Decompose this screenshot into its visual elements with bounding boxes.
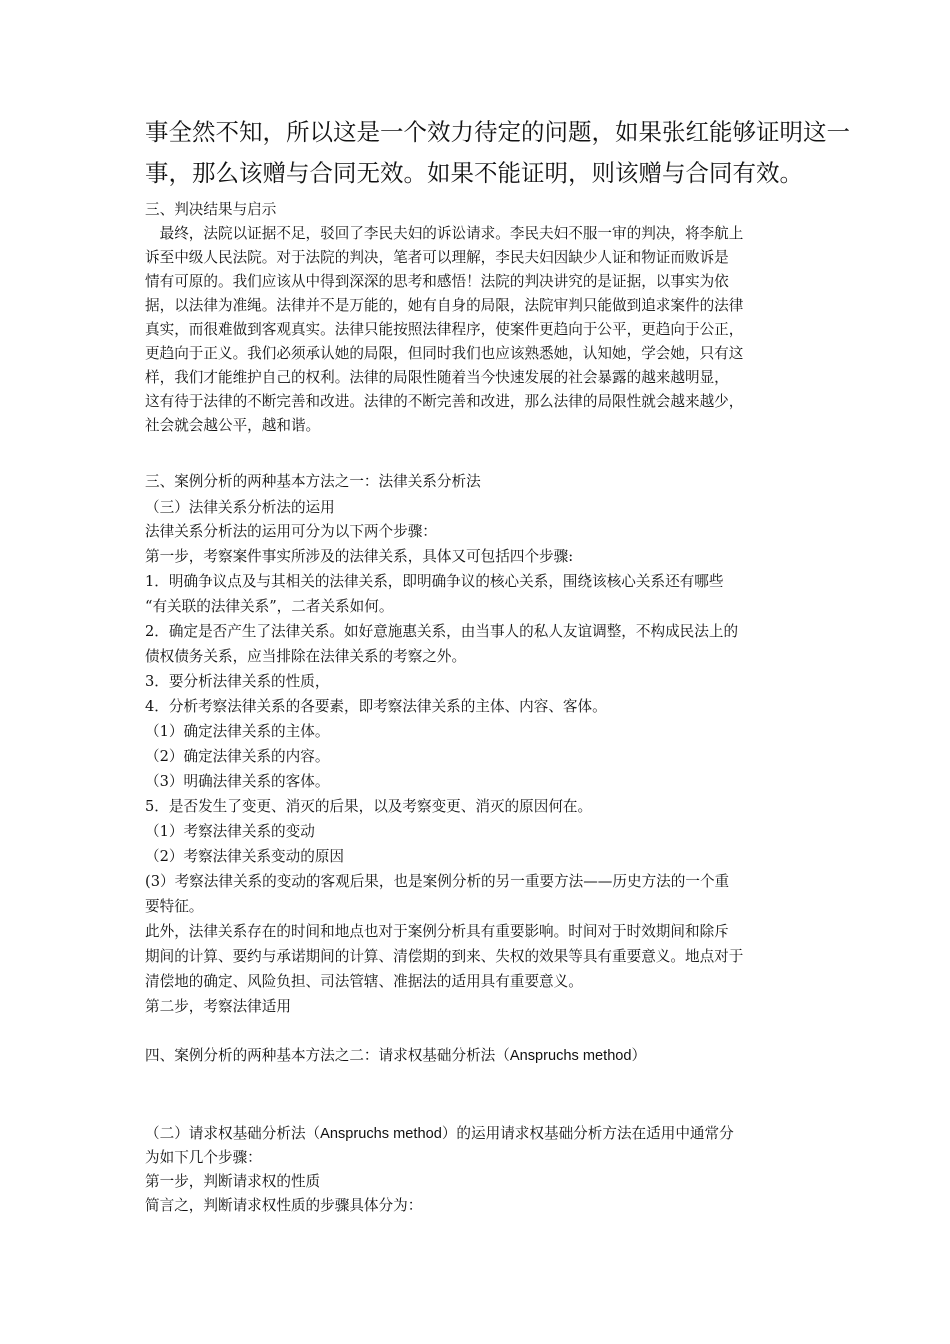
- lead-paragraph-line-2: 事，那么该赠与合同无效。如果不能证明，则该赠与合同有效。: [145, 159, 803, 187]
- method1-line: 4．分析考察法律关系的各要素，即考察法律关系的主体、内容、客体。: [145, 698, 607, 715]
- section3-paragraph-line: 诉至中级人民法院。对于法院的判决，笔者可以理解，李民夫妇因缺少人证和物证而败诉是: [145, 249, 729, 266]
- method1-line: 清偿地的确定、风险负担、司法管辖、准据法的适用具有重要意义。: [145, 973, 583, 990]
- method1-line: 3．要分析法律关系的性质，: [145, 673, 330, 690]
- section3-paragraph-line: 这有待于法律的不断完善和改进。法律的不断完善和改进，那么法律的局限性就会越来越少，: [145, 393, 744, 410]
- method1-line: 第一步，考察案件事实所涉及的法律关系，具体又可包括四个步骤:: [145, 548, 574, 565]
- method2-para-term: Anspruchs method: [320, 1126, 442, 1142]
- method1-line: 要特征。: [145, 898, 204, 915]
- method2-line: 为如下几个步骤：: [145, 1149, 262, 1166]
- method1-line: 法律关系分析法的运用可分为以下两个步骤：: [145, 523, 437, 540]
- method1-heading: 三、案例分析的两种基本方法之一：法律关系分析法: [145, 473, 481, 490]
- method1-subheading: （三）法律关系分析法的运用: [145, 499, 335, 516]
- lead-paragraph-line-1: 事全然不知，所以这是一个效力待定的问题，如果张红能够证明这一: [145, 118, 850, 146]
- method1-line: “有关联的法律关系”，二者关系如何。: [145, 598, 394, 615]
- method1-line: （3）明确法律关系的客体。: [145, 773, 330, 790]
- method2-heading-post: ）: [631, 1047, 647, 1064]
- section3-paragraph-line: 样，我们才能维护自己的权利。法律的局限性随着当今快速发展的社会暴露的越来越明显，: [145, 369, 729, 386]
- method1-line: (3）考察法律关系的变动的客观后果，也是案例分析的另一重要方法——历史方法的一个重: [145, 873, 730, 890]
- section3-heading: 三、判决结果与启示: [145, 201, 277, 218]
- method1-line: （1）确定法律关系的主体。: [145, 723, 330, 740]
- method1-line: （2）确定法律关系的内容。: [145, 748, 330, 765]
- method1-line: 期间的计算、要约与承诺期间的计算、清偿期的到来、失权的效果等具有重要意义。地点对于: [145, 948, 744, 965]
- section3-paragraph-line: 情有可原的。我们应该从中得到深深的思考和感悟！法院的判决讲究的是证据，以事实为依: [145, 273, 729, 290]
- method2-line: 第一步，判断请求权的性质: [145, 1173, 321, 1190]
- method2-paragraph-first-line: [145, 1122, 734, 1146]
- method1-line: （1）考察法律关系的变动: [145, 823, 315, 840]
- section3-paragraph-line: 据，以法律为准绳。法律并不是万能的，她有自身的局限，法院审判只能做到追求案件的法律: [145, 297, 744, 314]
- method2-line: 简言之，判断请求权性质的步骤具体分为：: [145, 1197, 423, 1214]
- method1-line: 债权债务关系，应当排除在法律关系的考察之外。: [145, 648, 467, 665]
- method2-heading: [145, 1044, 646, 1068]
- method1-line: 2．确定是否产生了法律关系。如好意施惠关系，由当事人的私人友谊调整，不构成民法上的: [145, 623, 739, 640]
- method2-heading-pre: 四、案例分析的两种基本方法之二：请求权基础分析法（: [145, 1047, 510, 1064]
- method1-line: （2）考察法律关系变动的原因: [145, 848, 345, 865]
- method1-line: 5．是否发生了变更、消灭的后果，以及考察变更、消灭的原因何在。: [145, 798, 593, 815]
- section3-paragraph-line: 最终，法院以证据不足，驳回了李民夫妇的诉讼请求。李民夫妇不服一审的判决，将李航上: [145, 225, 744, 242]
- method1-line: 1．明确争议点及与其相关的法律关系，即明确争议的核心关系，围绕该核心关系还有哪些: [145, 573, 724, 590]
- method2-heading-term: Anspruchs method: [509, 1048, 632, 1064]
- method2-para-post: ）的运用请求权基础分析方法在适用中通常分: [441, 1125, 734, 1142]
- method1-line: 第二步，考察法律适用: [145, 998, 291, 1015]
- method2-para-pre: （二）请求权基础分析法（: [145, 1125, 321, 1142]
- section3-paragraph-line: 真实，而很难做到客观真实。法律只能按照法律程序，使案件更趋向于公平，更趋向于公正，: [145, 321, 744, 338]
- section3-paragraph-line: 更趋向于正义。我们必须承认她的局限，但同时我们也应该熟悉她，认知她，学会她，只有这: [145, 345, 744, 362]
- section3-paragraph-line: 社会就会越公平，越和谐。: [145, 417, 321, 434]
- method1-line: 此外，法律关系存在的时间和地点也对于案例分析具有重要影响。时间对于时效期间和除斥: [145, 923, 729, 940]
